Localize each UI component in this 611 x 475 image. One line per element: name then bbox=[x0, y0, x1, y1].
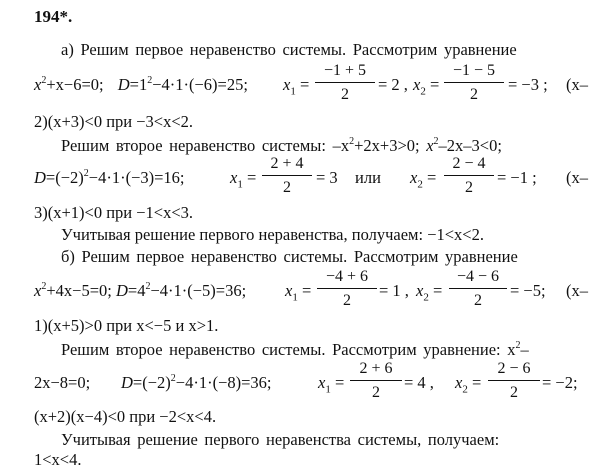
part-b-second-disc: $D=(-2)^2-4\cdot 1\cdot(-8)=36$; bbox=[121, 373, 272, 392]
part-b-intro: б) Решим первое неравенство системы. Рассмотрим уравнение bbox=[61, 247, 518, 266]
part-b-second-x2-label: $x_2$ = bbox=[455, 373, 482, 396]
part-b-second-x1-label: $x_1$ = bbox=[318, 373, 345, 396]
part-b-second-x1-fraction: 2 + 6 2 bbox=[350, 360, 402, 402]
part-a-second-x2-label: $x_2$ = bbox=[410, 168, 437, 191]
part-a-x1-value: = 2 , bbox=[378, 75, 408, 94]
part-b-x1-fraction: −4 + 6 2 bbox=[317, 268, 377, 310]
part-a-second-disc: $D=(-2)^2-4\cdot 1\cdot(-3)=16$; bbox=[34, 168, 185, 187]
part-b-x2-label: $x_2$ = bbox=[416, 281, 443, 304]
part-b-second-equation: 2x−8=0; bbox=[34, 373, 91, 392]
part-a-x2-fraction: −1 − 5 2 bbox=[444, 62, 504, 104]
part-b-x1-value: = 1 , bbox=[379, 281, 409, 300]
part-a-second-x1-value: = 3 bbox=[316, 168, 338, 187]
part-a-second-or: или bbox=[355, 168, 381, 187]
part-a-x1-fraction: −1 + 5 2 bbox=[315, 62, 375, 104]
part-b-equation-line: $x^2+4x-5=0$; $D=4^2-4\cdot 1\cdot(-5)=36$; bbox=[34, 281, 247, 300]
part-a-second-trail: (x– bbox=[566, 168, 588, 187]
part-b-second-intro: Решим второе неравенство системы. Рассмотрим уравнение: $x^2-$ bbox=[61, 340, 529, 359]
part-a-second-x1-label: $x_1$ = bbox=[230, 168, 257, 191]
part-a-x2-label: $x_2$ = bbox=[413, 75, 440, 98]
part-a-second-x1-fraction: 2 + 4 2 bbox=[262, 155, 312, 197]
part-a-second-intro: Решим второе неравенство системы: $-x^2+2x+3>0$; $x^2-2x-3<0$; bbox=[61, 136, 502, 155]
part-a-second-x2-value: = −1 ; bbox=[497, 168, 537, 187]
part-b-x2-fraction: −4 − 6 2 bbox=[449, 268, 507, 310]
part-a-intro: а) Решим первое неравенство системы. Рассмотрим уравнение bbox=[61, 40, 517, 59]
part-a-second-x2-fraction: 2 − 4 2 bbox=[444, 155, 494, 197]
part-b-trail: (x– bbox=[566, 281, 588, 300]
part-b-result: 1)(x+5)>0 при x<−5 и x>1. bbox=[34, 316, 219, 335]
part-b-second-result: (x+2)(x−4)<0 при −2<x<4. bbox=[34, 407, 217, 426]
part-b-second-x2-fraction: 2 − 6 2 bbox=[488, 360, 540, 402]
part-a-result: 2)(x+3)<0 при −3<x<2. bbox=[34, 112, 194, 131]
part-b-x1-label: $x_1$ = bbox=[285, 281, 312, 304]
problem-number: 194*. bbox=[34, 7, 73, 26]
part-a-x2-value: = −3 ; bbox=[508, 75, 548, 94]
part-b-x2-value: = −5; bbox=[510, 281, 546, 300]
part-b-conclusion-result: 1<x<4. bbox=[34, 450, 82, 469]
part-a-x1-label: $x_1$ = bbox=[283, 75, 310, 98]
part-b-second-x1-value: = 4 , bbox=[404, 373, 434, 392]
part-b-second-x2-value: = −2; bbox=[542, 373, 578, 392]
part-a-trail: (x– bbox=[566, 75, 588, 94]
part-a-equation-line: $x^2+x-6=0$; $D=1^2-4\cdot 1\cdot(-6)=25$; bbox=[34, 75, 248, 94]
part-a-conclusion: Учитывая решение первого неравенства, получаем: −1<x<2. bbox=[61, 225, 484, 244]
part-b-conclusion: Учитывая решение первого неравенства системы, получаем: bbox=[61, 430, 500, 449]
part-a-second-result: 3)(x+1)<0 при −1<x<3. bbox=[34, 203, 194, 222]
